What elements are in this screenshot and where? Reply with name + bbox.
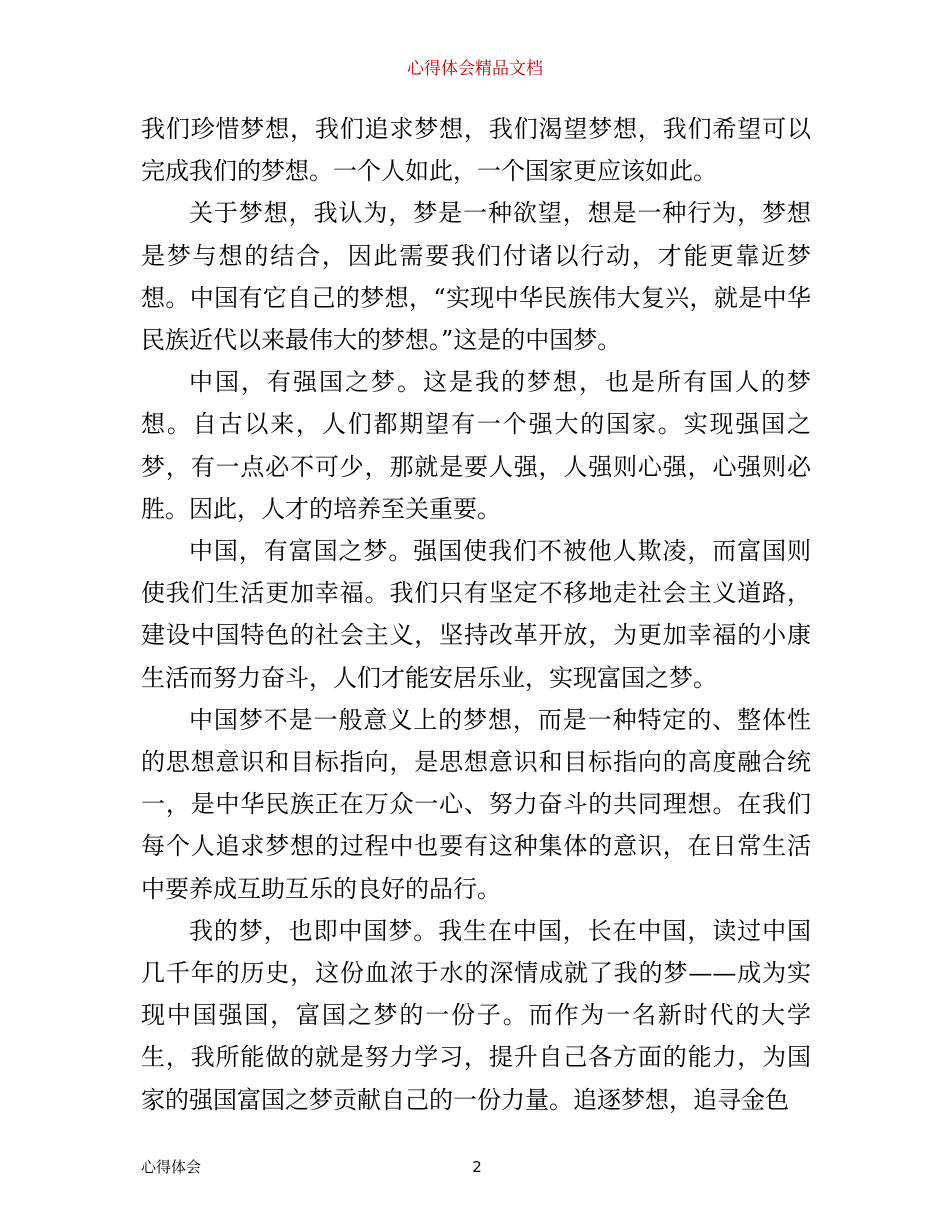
paragraph-2: 关于梦想，我认为，梦是一种欲望，想是一种行为，梦想是梦与想的结合，因此需要我们付诸以行动，才能更靠近梦想。中国有它自己的梦想，“实现中华民族伟大复兴，就是中华民族近代以来最伟大的梦想。”这是的中国梦。 [141, 199, 811, 355]
page-footer [141, 1156, 811, 1178]
paragraph-1: 我们珍惜梦想，我们追求梦想，我们渴望梦想，我们希望可以完成我们的梦想。一个人如此，一个国家更应该如此。 [141, 115, 811, 186]
paragraph-5: 中国梦不是一般意义上的梦想，而是一种特定的、整体性的思想意识和目标指向，是思想意识和目标指向的高度融合统一，是中华民族正在万众一心、努力奋斗的共同理想。在我们每个人追求梦想的过程中也要有这种集体的意识，在日常生活中要养成互助互乐的良好的品行。 [141, 705, 811, 903]
paragraph-3: 中国，有强国之梦。这是我的梦想，也是所有国人的梦想。自古以来，人们都期望有一个强大的国家。实现强国之梦，有一点必不可少，那就是要人强，人强则心强，心强则必胜。因此，人才的培养至关重要。 [141, 368, 811, 523]
page-header-title: 心得体会精品文档 [407, 59, 543, 79]
paragraph-6: 我的梦，也即中国梦。我生在中国，长在中国，读过中国几千年的历史，这份血浓于水的深情成就了我的梦——成为实现中国强国，富国之梦的一份子。而作为一名新时代的大学生，我所能做的就是努力学习，提升自己各方面的能力，为国家的强国富国之梦贡献自己的一份力量。追逐梦想，追寻金色 [141, 916, 811, 1114]
page-number: 2 [472, 1158, 482, 1176]
footer-label: 心得体会 [141, 1158, 202, 1176]
paragraph-4: 中国，有富国之梦。强国使我们不被他人欺凌，而富国则使我们生活更加幸福。我们只有坚定不移地走社会主义道路，建设中国特色的社会主义，坚持改革开放，为更加幸福的小康生活而努力奋斗，人们才能安居乐业，实现富国之梦。 [141, 537, 811, 692]
document-body [141, 108, 811, 1121]
